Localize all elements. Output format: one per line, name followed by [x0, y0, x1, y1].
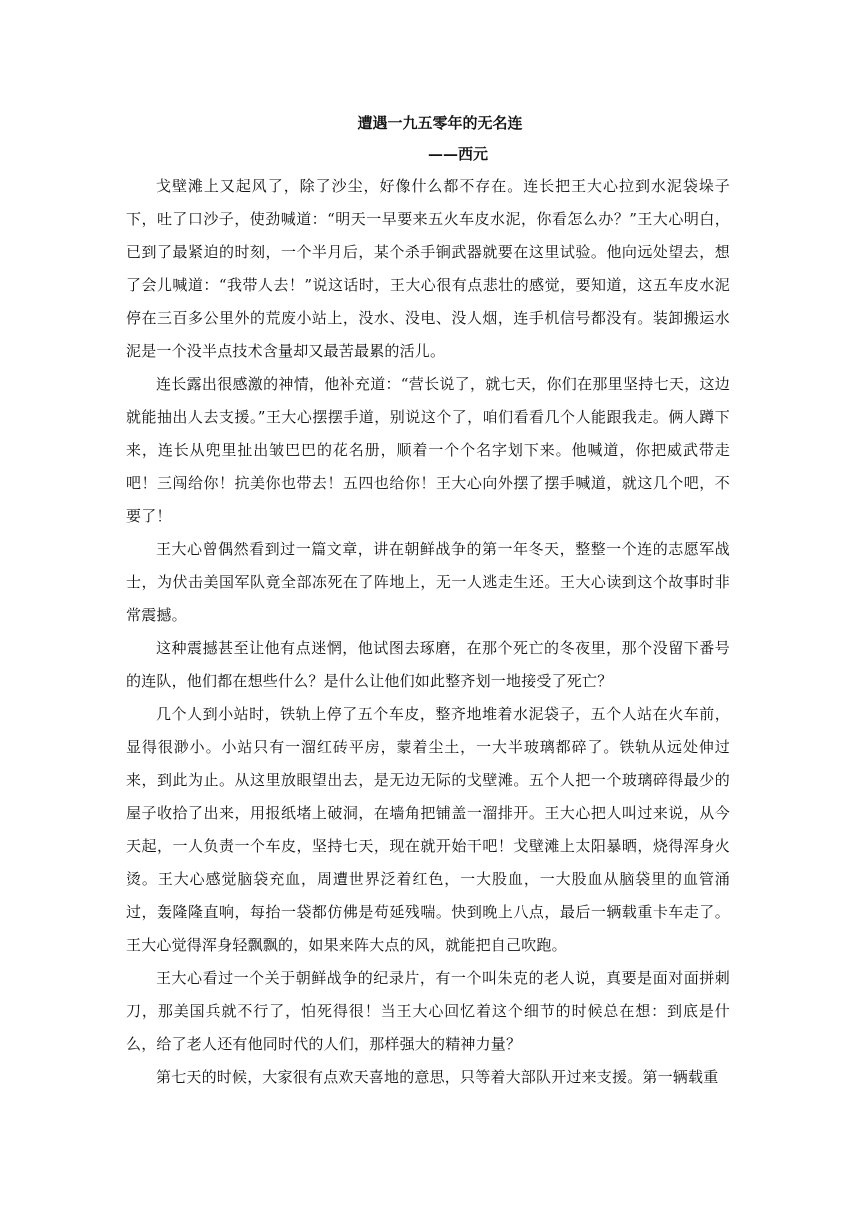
- paragraph: 王大心曾偶然看到过一篇文章，讲在朝鲜战争的第一年冬天，整整一个连的志愿军战士，为伏击美国军队竟全部冻死在了阵地上，无一人逃走生还。王大心读到这个故事时非常震撼。: [126, 540, 730, 624]
- document-body: [126, 108, 730, 1094]
- paragraph: 王大心看过一个关于朝鲜战争的纪录片，有一个叫朱克的老人说，真要是面对面拼刺刀，那美国兵就不行了，怕死得很！当王大心回忆着这个细节的时候总在想：到底是什么，给了老人还有他同时代的人们，那样强大的精神力量？: [126, 969, 730, 1053]
- paragraph: 这种震撼甚至让他有点迷惘，他试图去琢磨，在那个死亡的冬夜里，那个没留下番号的连队，他们都在想些什么？是什么让他们如此整齐划一地接受了死亡？: [126, 639, 730, 690]
- paragraph: 第七天的时候，大家很有点欢天喜地的意思，只等着大部队开过来支援。第一辆载重: [156, 1068, 719, 1086]
- paragraph: 戈壁滩上又起风了，除了沙尘，好像什么都不存在。连长把王大心拉到水泥袋垛子下，吐了口沙子，使劲喊道：“明天一早要来五火车皮水泥，你看怎么办？”王大心明白，已到了最紧迫的时刻，一个半月后，某个杀手锏武器就要在这里试验。他向远处望去，想了会儿喊道：“我带人去！”说这话时，王大心很有点悲壮的感觉，要知道，这五车皮水泥停在三百多公里外的荒废小站上，没水、没电、没人烟，连手机信号都没有。装卸搬运水泥是一个没半点技术含量却又最苦最累的活儿。: [126, 177, 730, 360]
- document-title: 遭遇一九五零年的无名连: [357, 114, 523, 132]
- paragraph: 几个人到小站时，铁轨上停了五个车皮，整齐地堆着水泥袋子，五个人站在火车前，显得很渺小。小站只有一溜红砖平房，蒙着尘土，一大半玻璃都碎了。铁轨从远处伸过来，到此为止。从这里放眼望出去，是无边无际的戈壁滩。五个人把一个玻璃碎得最少的屋子收拾了出来，用报纸堵上破洞，在墙角把铺盖一溜排开。王大心把人叫过来说，从今天起，一人负责一个车皮，坚持七天，现在就开始干吧！戈壁滩上太阳暴晒，烧得浑身火烫。王大心感觉脑袋充血，周遭世界泛着红色，一大股血，一大股血从脑袋里的血管涌过，轰隆隆直响，每抬一袋都仿佛是苟延残喘。快到晚上八点，最后一辆载重卡车走了。王大心觉得浑身轻飘飘的，如果来阵大点的风，就能把自己吹跑。: [126, 705, 730, 954]
- document-author: ——西元: [427, 145, 488, 163]
- paragraph: 连长露出很感激的神情，他补充道：“营长说了，就七天，你们在那里坚持七天，这边就能抽出人去支援。”王大心摆摆手道，别说这个了，咱们看看几个人能跟我走。俩人蹲下来，连长从兜里扯出皱巴巴的花名册，顺着一个个名字划下来。他喊道，你把威武带走吧！三闯给你！抗美你也带去！五四也给你！王大心向外摆了摆手喊道，就这几个吧，不要了！: [126, 375, 730, 525]
